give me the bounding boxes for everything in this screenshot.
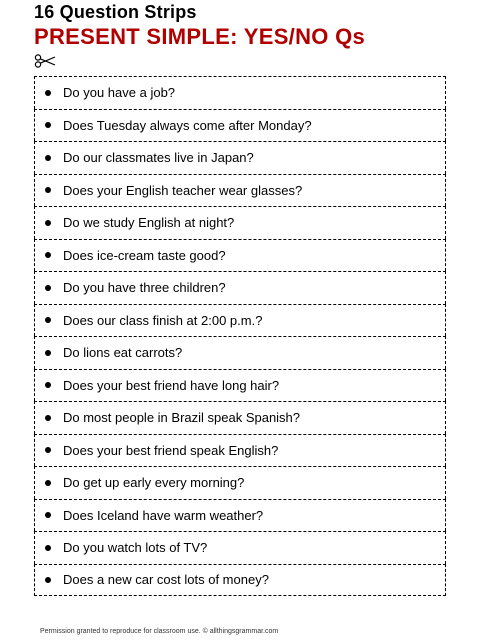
permission-footer: Permission granted to reproduce for classroom use. © allthingsgrammar.com <box>40 628 279 635</box>
bullet-icon <box>45 90 51 96</box>
question-strip <box>34 206 446 239</box>
question-text: Do get up early every morning? <box>63 475 245 491</box>
question-text: Do you have three children? <box>63 280 226 296</box>
bullet-icon <box>45 577 51 583</box>
worksheet-subtitle: 16 Question Strips <box>34 2 197 22</box>
question-strip <box>34 401 446 434</box>
question-text: Does a new car cost lots of money? <box>63 572 269 588</box>
question-strip <box>34 271 446 304</box>
question-strip <box>34 466 446 499</box>
bullet-icon <box>45 285 51 291</box>
question-text: Do lions eat carrots? <box>63 345 183 361</box>
question-strip <box>34 336 446 369</box>
question-text: Does our class finish at 2:00 p.m.? <box>63 312 263 328</box>
question-strip <box>34 239 446 272</box>
bullet-icon <box>45 155 51 161</box>
question-strip <box>34 141 446 174</box>
question-strip <box>34 564 446 597</box>
question-strip <box>34 369 446 402</box>
question-strip <box>34 109 446 142</box>
question-text: Does ice-cream taste good? <box>63 247 226 263</box>
bullet-icon <box>45 415 51 421</box>
bullet-icon <box>45 350 51 356</box>
bullet-icon <box>45 317 51 323</box>
bullet-icon <box>45 545 51 551</box>
question-text: Do you have a job? <box>63 85 176 101</box>
question-text: Does Iceland have warm weather? <box>63 507 264 523</box>
bullet-icon <box>45 220 51 226</box>
worksheet-title: PRESENT SIMPLE: YES/NO Qs <box>34 24 366 49</box>
bullet-icon <box>45 480 51 486</box>
question-text: Do most people in Brazil speak Spanish? <box>63 410 301 426</box>
question-text: Does your best friend speak English? <box>63 442 279 458</box>
question-strip <box>34 76 446 109</box>
question-strip <box>34 499 446 532</box>
question-strips <box>34 76 446 596</box>
bullet-icon <box>45 382 51 388</box>
scissors-icon <box>34 54 56 68</box>
question-text: Do you watch lots of TV? <box>63 540 208 556</box>
question-text: Do we study English at night? <box>63 215 235 231</box>
question-text: Does your best friend have long hair? <box>63 377 280 393</box>
question-text: Do our classmates live in Japan? <box>63 150 254 166</box>
question-text: Does your English teacher wear glasses? <box>63 182 303 198</box>
question-strip <box>34 434 446 467</box>
bullet-icon <box>45 187 51 193</box>
question-strip <box>34 304 446 337</box>
question-strip <box>34 174 446 207</box>
bullet-icon <box>45 122 51 128</box>
question-strip <box>34 531 446 564</box>
bullet-icon <box>45 447 51 453</box>
bullet-icon <box>45 512 51 518</box>
question-text: Does Tuesday always come after Monday? <box>63 117 312 133</box>
bullet-icon <box>45 252 51 258</box>
